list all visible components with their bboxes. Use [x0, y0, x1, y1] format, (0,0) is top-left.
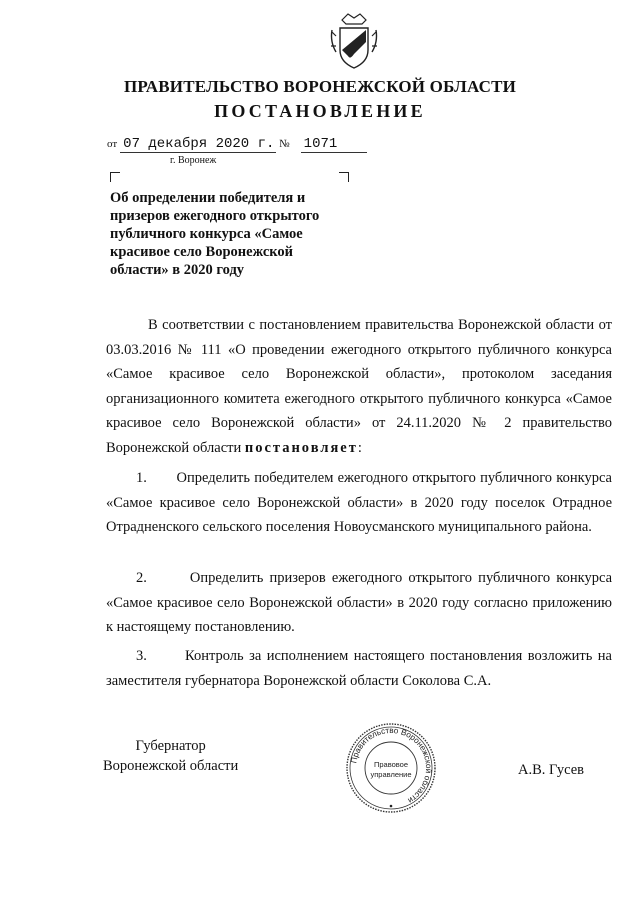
list-item [106, 644, 612, 693]
city: г. Воронеж [170, 155, 217, 166]
item-text: Контроль за исполнением настоящего постановления возложить на заместителя губернатора Воронежской области Соколова С.А. [106, 648, 612, 689]
number-label: № [279, 138, 290, 150]
date-number-line [107, 136, 367, 153]
coat-of-arms-icon [328, 12, 380, 72]
item-number: 3. [136, 648, 147, 664]
item-number: 2. [136, 570, 147, 586]
list-item [106, 566, 612, 640]
date-prefix: от [107, 138, 118, 150]
item-text: Определить победителем ежегодного открытого публичного конкурса «Самое красивое село Воронежской области» в 2020 году поселок Отрадное Отрадненского сельского поселения Новоусманского муниципального района. [106, 470, 612, 535]
subject-corner-right [339, 172, 349, 182]
document-date: 07 декабря 2020 г. [120, 136, 276, 153]
signer-position-line1: Губернатор [135, 738, 206, 754]
resolution-keyword: постановляет [244, 439, 358, 456]
item-text: Определить призеров ежегодного открытого публичного конкурса «Самое красивое село Воронежской области» в 2020 году согласно приложению к настоящему постановлению. [106, 570, 612, 635]
official-stamp [345, 722, 437, 814]
preamble-end: : [357, 439, 362, 456]
stamp-ring-text: Правительство Воронежской области [349, 725, 434, 806]
stamp-center-line2: управление [370, 770, 412, 779]
government-title: ПРАВИТЕЛЬСТВО ВОРОНЕЖСКОЙ ОБЛАСТИ [123, 77, 517, 96]
list-item [106, 466, 612, 540]
stamp-center-line1: Правовое [373, 760, 409, 769]
signer-name: А.В. Гусев [518, 762, 584, 778]
signer-position-line2: Воронежской области [103, 758, 239, 774]
subject-corner-left [110, 172, 120, 182]
document-type: ПОСТАНОВЛЕНИЕ [214, 101, 426, 121]
signer-position [103, 736, 238, 776]
item-number: 1. [136, 470, 147, 486]
document-subject: Об определении победителя и призеров ежегодного открытого публичного конкурса «Самое красивое село Воронежской области» в 2020 году [110, 190, 320, 278]
preamble-text: В соответствии с постановлением правительства Воронежской области от 03.03.2016 № 111 «О проведении ежегодного открытого публичного конкурса «Самое красивое село Воронежской области», протоколом заседания организационного комитета ежегодного открытого публичного конкурса «Самое красивое село Воронежской области» от 24.11.2020 № 2 правительство Воронежской области [106, 317, 612, 456]
preamble [106, 313, 612, 460]
document-number: 1071 [301, 136, 367, 153]
